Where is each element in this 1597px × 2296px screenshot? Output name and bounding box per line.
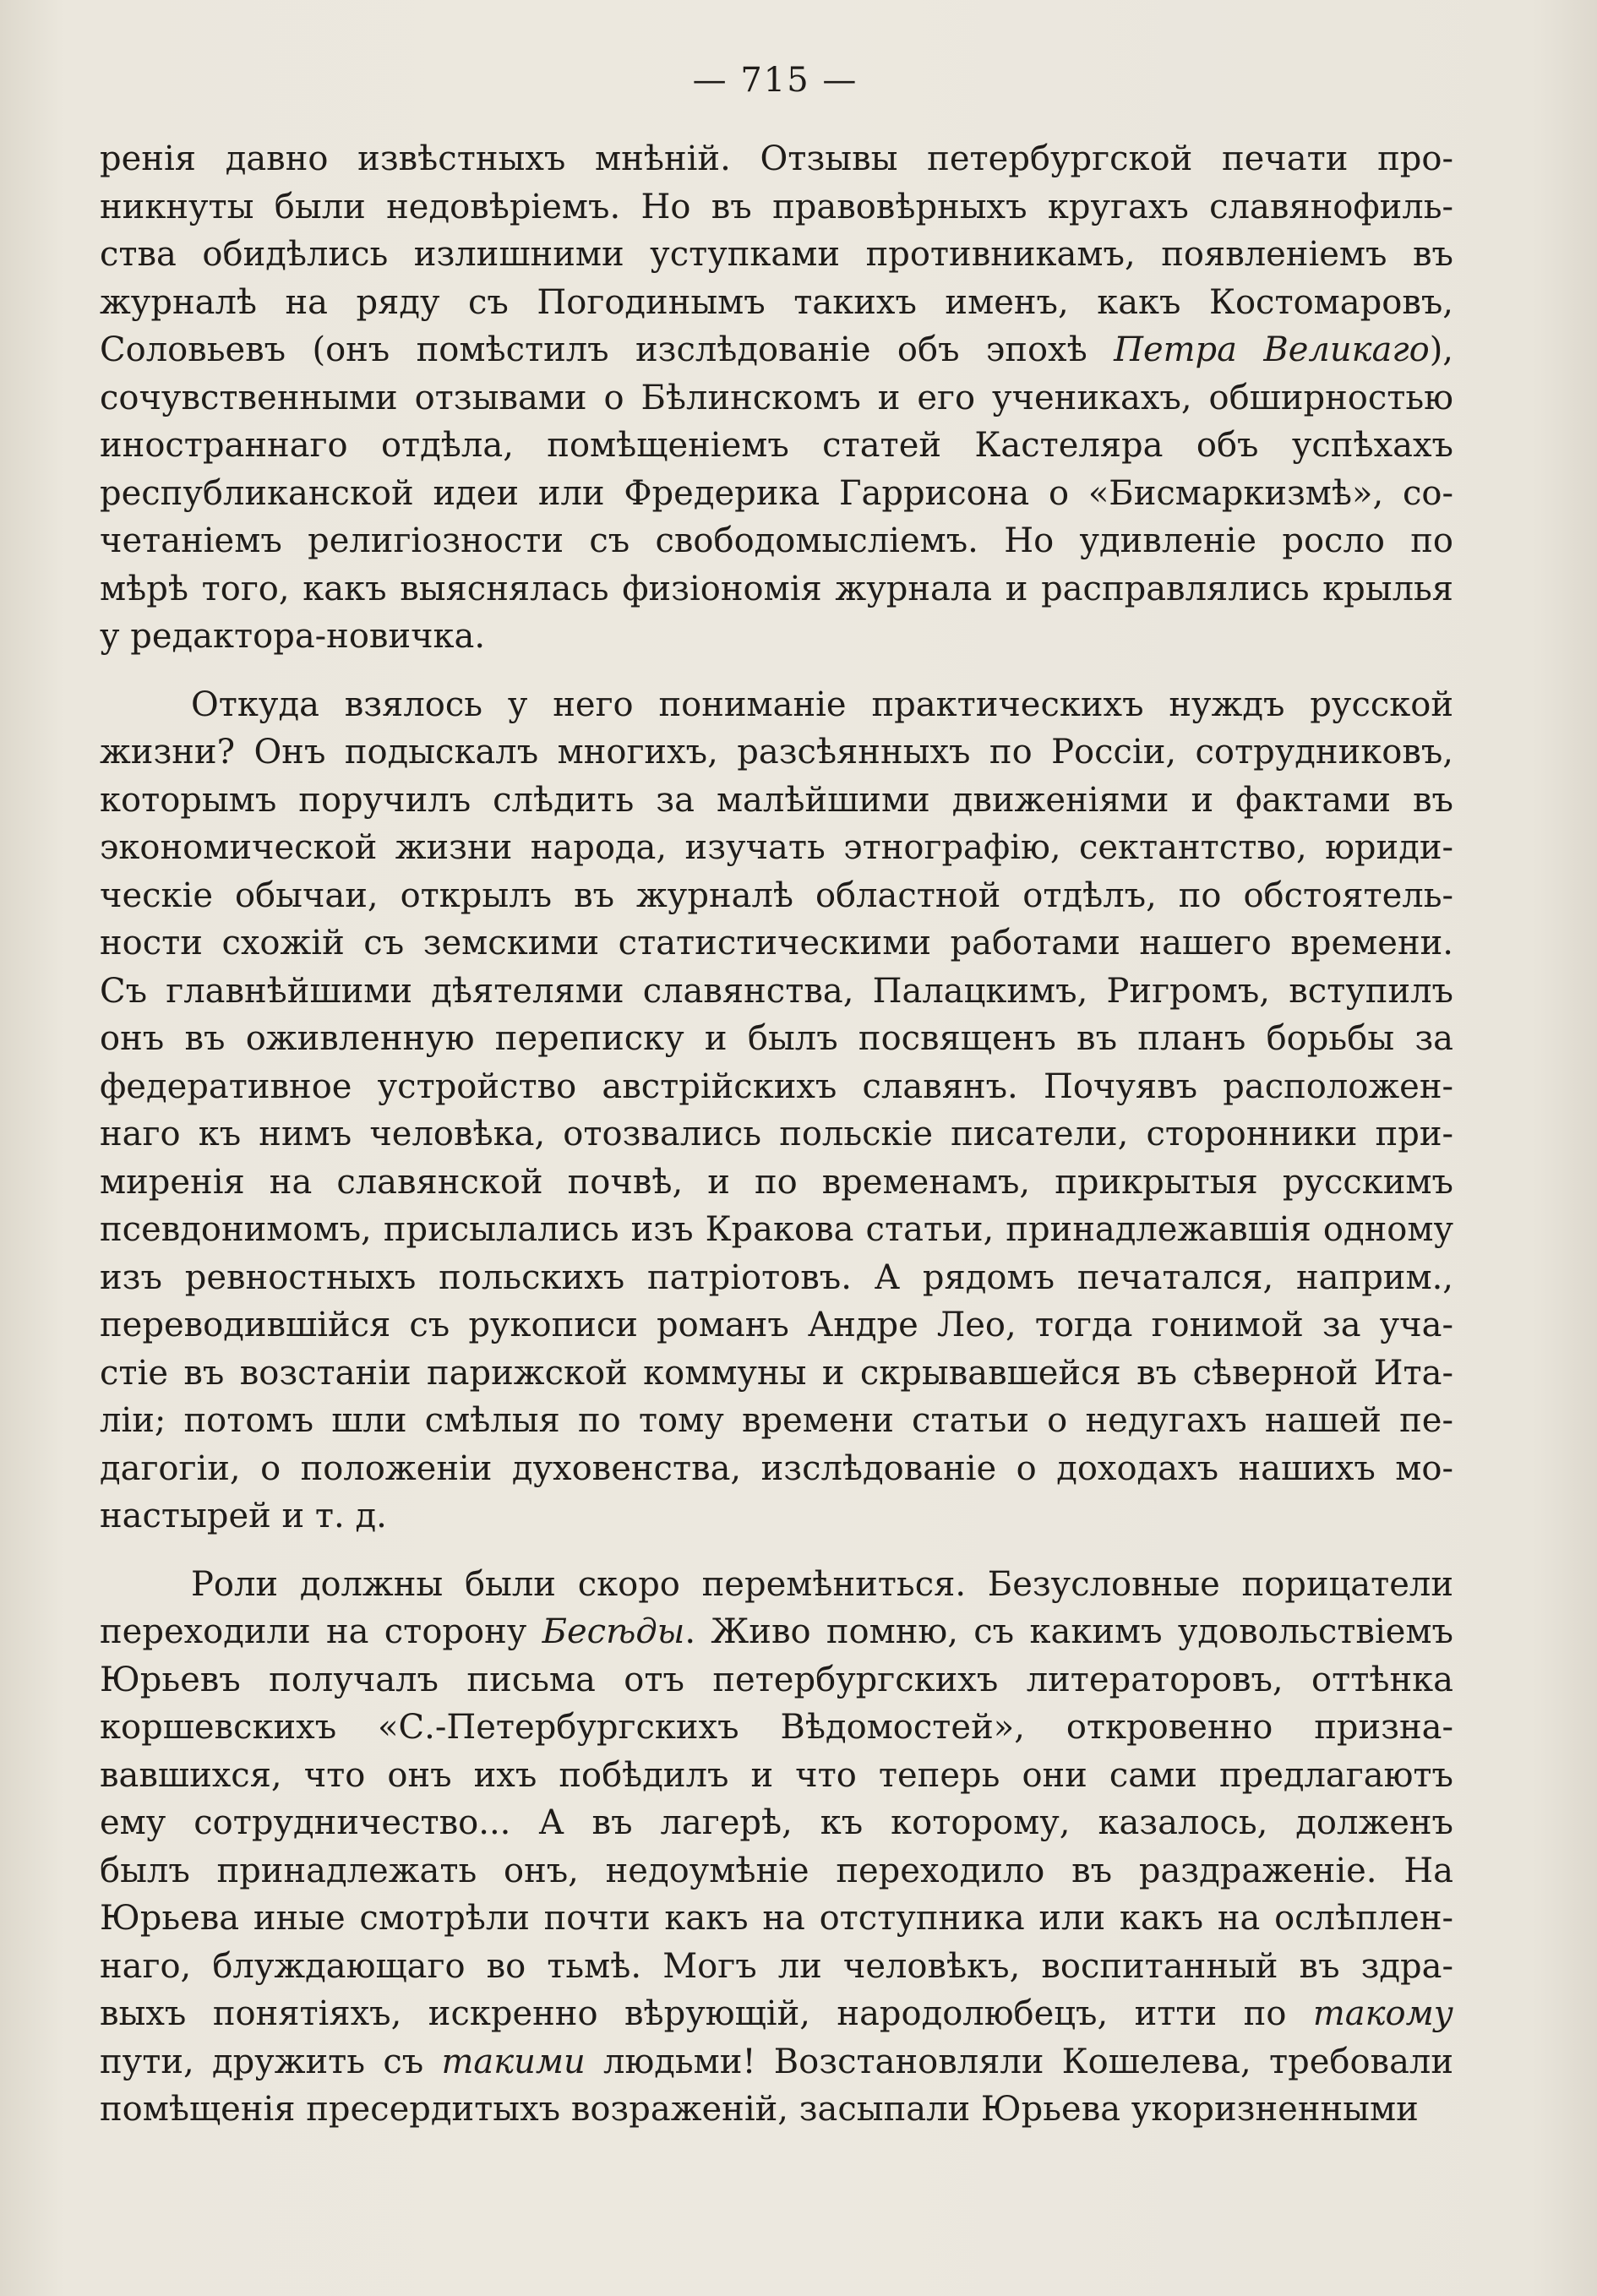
italic-text: Бесѣды (542, 1612, 685, 1651)
page-text (100, 135, 1453, 2134)
text-line: ства обидѣлись излишними уступками противникамъ, появленіемъ въ (100, 235, 1453, 274)
text-segment: . Живо помню, съ какимъ удовольствіемъ (684, 1612, 1453, 1651)
text-line: былъ принадлежать онъ, недоумѣніе переходило въ раздраженіе. На (100, 1851, 1453, 1890)
text-line: изъ ревностныхъ польскихъ патріотовъ. А рядомъ печатался, наприм., (100, 1257, 1453, 1297)
text-line: Юрьевъ получалъ письма отъ петербургскихъ литераторовъ, оттѣнка (100, 1660, 1453, 1699)
paragraph-gap (100, 661, 1453, 681)
text-line: мѣрѣ того, какъ выяснялась физіономія журнала и расправлялись крылья (100, 569, 1453, 608)
paragraph (100, 681, 1453, 1541)
text-line: никнуты были недовѣріемъ. Но въ правовѣрныхъ кругахъ славянофиль- (100, 187, 1453, 226)
text-line: которымъ поручилъ слѣдить за малѣйшими движеніями и фактами въ (100, 780, 1453, 820)
text-line: вавшихся, что онъ ихъ побѣдилъ и что теперь они сами предлагаютъ (100, 1755, 1453, 1795)
text-line: жизни? Онъ подыскалъ многихъ, разсѣянныхъ по Россіи, сотрудниковъ, (100, 733, 1453, 772)
text-line: сочувственными отзывами о Бѣлинскомъ и его ученикахъ, обширностью (100, 378, 1453, 417)
text-line: ліи; потомъ шли смѣлыя по тому времени статьи о недугахъ нашей пе- (100, 1401, 1453, 1440)
text-segment: переходили на сторону (100, 1612, 542, 1651)
text-line: журналѣ на ряду съ Погодинымъ такихъ именъ, какъ Костомаровъ, (100, 282, 1453, 322)
text-segment: пути, дружить съ (100, 2042, 442, 2081)
text-line: ренія давно извѣстныхъ мнѣній. Отзывы петербургской печати про- (100, 139, 1453, 178)
text-line (100, 1990, 1453, 2038)
italic-text: Петра Великаго (1114, 330, 1430, 369)
text-segment: выхъ понятіяхъ, искренно вѣрующій, народолюбецъ, итти по (100, 1994, 1313, 2033)
text-line: наго, блуждающаго во тьмѣ. Могъ ли человѣкъ, воспитанный въ здра- (100, 1946, 1453, 1986)
text-line: наго къ нимъ человѣка, отозвались польскіе писатели, сторонники при- (100, 1115, 1453, 1153)
text-line: Откуда взялось у него пониманіе практическихъ нуждъ русской (191, 684, 1453, 724)
text-line: экономической жизни народа, изучать этнографію, сектантство, юриди- (100, 828, 1453, 867)
text-line: ему сотрудничество... А въ лагерѣ, къ которому, казалось, долженъ (100, 1803, 1453, 1842)
italic-text: такому (1312, 1994, 1453, 2033)
text-line: переводившійся съ рукописи романъ Андре Лео, тогда гонимой за уча- (100, 1306, 1453, 1344)
page-number: — 715 — (692, 61, 858, 100)
text-line: дагогіи, о положеніи духовенства, изслѣдованіе о доходахъ нашихъ мо- (100, 1448, 1453, 1488)
paragraph (100, 135, 1453, 661)
text-line: коршевскихъ «С.-Петербургскихъ Вѣдомостей», откровенно призна- (100, 1708, 1453, 1747)
text-line: онъ въ оживленную переписку и былъ посвященъ въ планъ борьбы за (100, 1019, 1453, 1058)
text-line (100, 2038, 1453, 2086)
text-segment: ), (1429, 330, 1454, 369)
text-line: Юрьева иные смотрѣли почти какъ на отступника или какъ на ослѣплен- (100, 1899, 1453, 1938)
text-line: федеративное устройство австрійскихъ славянъ. Почуявъ расположен- (100, 1066, 1453, 1106)
paragraph-gap (100, 1541, 1453, 1561)
text-line: ческіе обычаи, открылъ въ журналѣ областной отдѣлъ, по обстоятель- (100, 875, 1453, 915)
text-line: ности схожій съ земскими статистическими работами нашего времени. (100, 924, 1453, 963)
italic-text: такими (441, 2042, 586, 2081)
text-line: помѣщенія пресердитыхъ возраженій, засыпали Юрьева укоризненными (100, 2090, 1419, 2129)
text-line: у редактора-новичка. (100, 617, 486, 656)
text-line: настырей и т. д. (100, 1497, 387, 1535)
text-line: четаніемъ религіозности съ свободомысліемъ. Но удивленіе росло по (100, 521, 1453, 560)
text-segment: Соловьевъ (онъ помѣстилъ изслѣдованіе объ эпохѣ (100, 330, 1115, 369)
text-line (100, 326, 1453, 374)
text-line: Роли должны были скоро перемѣниться. Безусловные порицатели (191, 1564, 1453, 1604)
text-line: Съ главнѣйшими дѣятелями славянства, Палацкимъ, Ригромъ, вступилъ (100, 971, 1453, 1011)
text-line: псевдонимомъ, присылались изъ Кракова статьи, принадлежавшія одному (100, 1210, 1453, 1249)
paragraph (100, 1561, 1453, 2134)
text-segment: людьми! Возстановляли Кошелева, требовали (585, 2042, 1453, 2081)
text-line: миренія на славянской почвѣ, и по временамъ, прикрытыя русскимъ (100, 1162, 1453, 1202)
text-line: республиканской идеи или Фредерика Гаррисона о «Бисмаркизмѣ», со- (100, 473, 1453, 513)
text-line: стіе въ возстаніи парижской коммуны и скрывавшейся въ сѣверной Ита- (100, 1353, 1453, 1393)
text-line (100, 1608, 1453, 1656)
text-line: иностраннаго отдѣла, помѣщеніемъ статей Кастеляра объ успѣхахъ (100, 426, 1453, 465)
